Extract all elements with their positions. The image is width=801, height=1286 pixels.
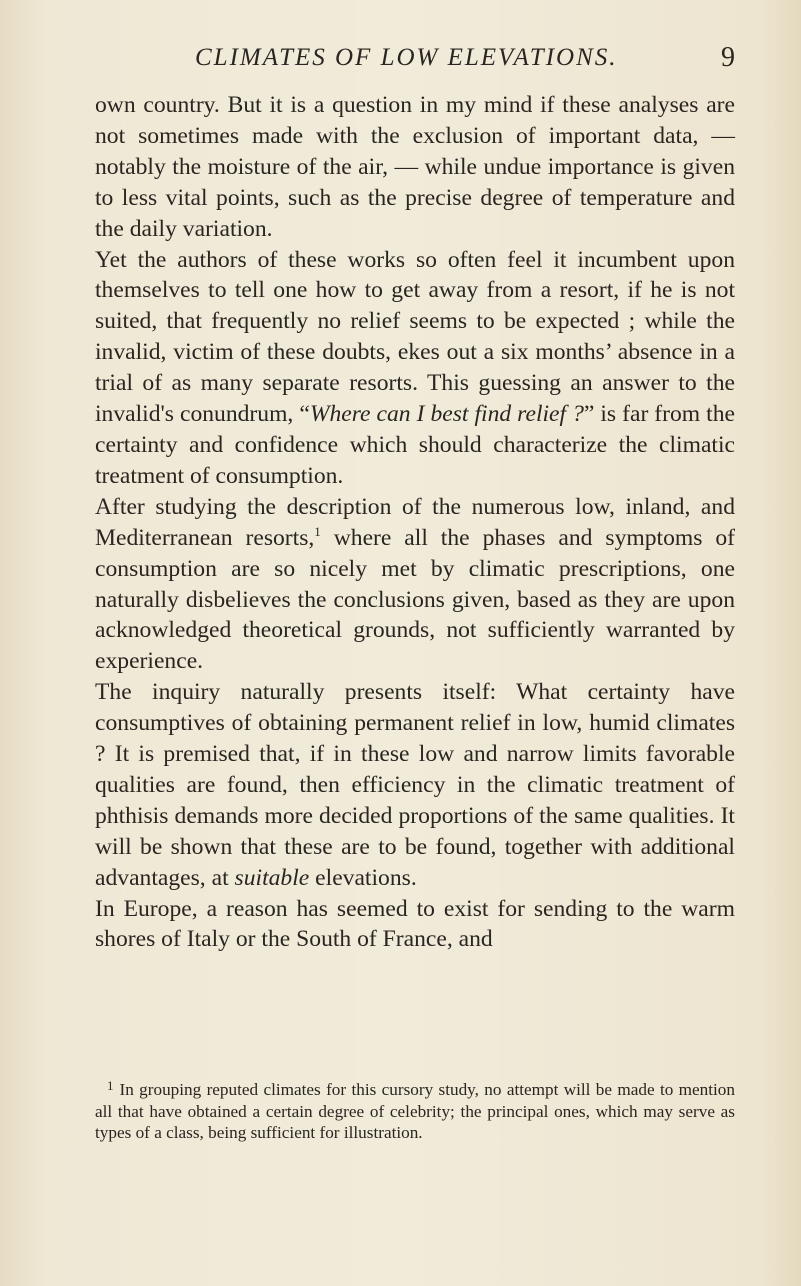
paragraph-1: own country. But it is a question in my mind if these analyses are not sometimes made with the exclusion of important data, — notably the moisture of the air, — while undue importance is given to less vital points, such as the precise degree of temperature and the daily variation. bbox=[95, 92, 735, 242]
paragraph-3 bbox=[95, 492, 735, 677]
footnote-reference: 1 bbox=[314, 523, 321, 539]
running-head bbox=[95, 44, 735, 84]
body-text bbox=[95, 90, 735, 955]
paragraph-3-text-a: After studying the description of the numerous low, inland, and Mediterranean resorts, bbox=[95, 493, 735, 551]
paragraph-4-text-a: The inquiry naturally presents itself: What certainty have consumptives of obtaining permanent relief in low, humid climates ? It is premised that, if in these low and narrow limits favorable qualities are found, then efficiency in the climatic treatment of phthisis demands more decided proportions of the same qualities. It will be shown that these are to be found, together with additional advantages, at bbox=[95, 679, 735, 891]
running-head-title: CLIMATES OF LOW ELEVATIONS. bbox=[195, 44, 618, 71]
footnote-text: In grouping reputed climates for this cursory study, no attempt will be made to mention all that have obtained a certain degree of celebrity; the principal ones, which may serve as types of a class, being sufficient for illustration. bbox=[95, 1080, 735, 1142]
paragraph-2-text-a: Yet the authors of these works so often feel it incumbent upon themselves to tell one how to get away from a resort, if he is not suited, that frequently no relief seems to be expected ; while the invalid, victim of these doubts, ekes out a six months’ absence in a trial of as many separate resorts. This guessing an answer to the invalid's conundrum, “ bbox=[95, 246, 735, 428]
paragraph-3-text-b: where all the phases and symptoms of consumption are so nicely met by climatic prescriptions, one naturally disbelieves the conclusions given, based as they are upon acknowledged theoretical grounds, not sufficiently warranted by experience. bbox=[95, 524, 735, 675]
paragraph-2-quote: Where can I best find relief ? bbox=[309, 401, 584, 428]
paragraph-2 bbox=[95, 245, 735, 492]
paragraph-4 bbox=[95, 677, 735, 893]
paragraph-4-text-b: elevations. bbox=[309, 864, 417, 891]
page-number: 9 bbox=[721, 42, 735, 73]
paragraph-5: In Europe, a reason has seemed to exist for sending to the warm shores of Italy or the South of France, and bbox=[95, 895, 735, 953]
paragraph-4-emphasis: suitable bbox=[234, 864, 310, 891]
paragraph-2-text-b: ” is far from the certainty and confidence which should characterize the climatic treatment of consumption. bbox=[95, 401, 735, 489]
footnote-mark: 1 bbox=[107, 1078, 114, 1093]
footnote bbox=[95, 1075, 735, 1144]
